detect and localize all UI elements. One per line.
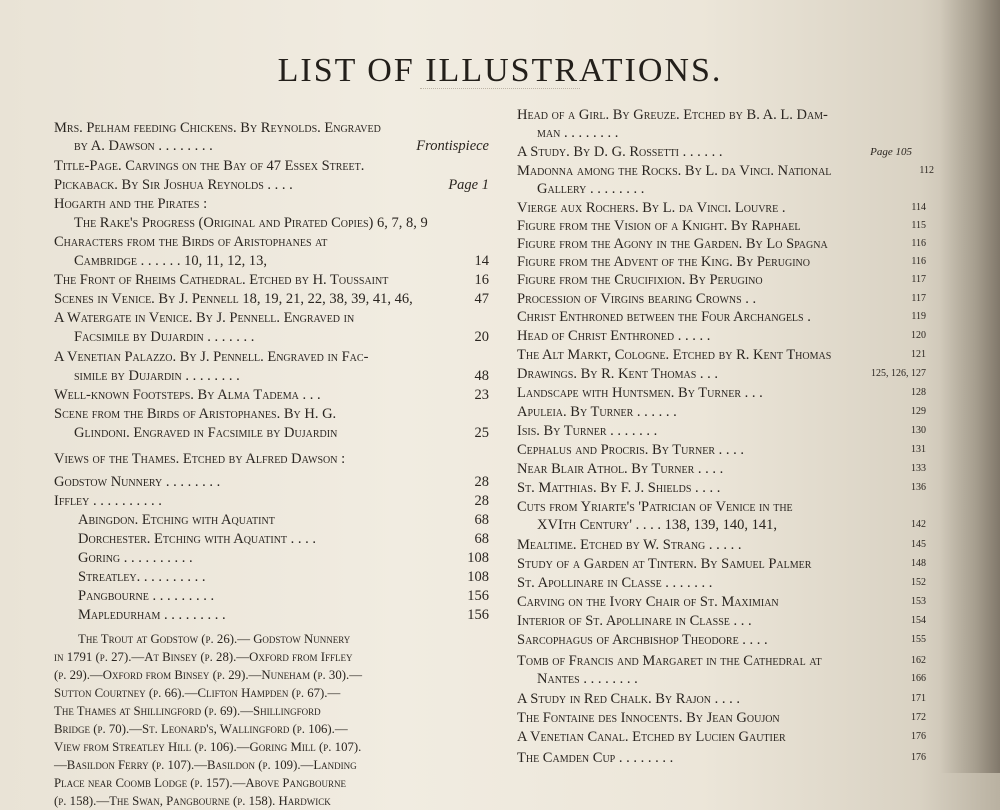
- list-entry: [54, 511, 489, 529]
- list-entry: [54, 290, 489, 308]
- list-entry: [517, 728, 926, 746]
- list-entry: [54, 492, 489, 510]
- entry-page: 25: [474, 425, 489, 441]
- list-entry: [54, 137, 489, 155]
- list-entry: [517, 516, 926, 534]
- note-line: View from Streatley Hill (p. 106).—Goring Mill (p. 107).: [54, 740, 362, 754]
- list-entry: [54, 587, 489, 605]
- entry-page: 176: [911, 731, 926, 742]
- entry-page: 148: [911, 558, 926, 569]
- entry-text: Goring . . . . . . . . . .: [78, 550, 193, 566]
- list-entry: [54, 549, 489, 567]
- entry-text: Scenes in Venice. By J. Pennell 18, 19, 21, 22, 38, 39, 41, 46,: [54, 291, 413, 307]
- entry-page: 129: [911, 406, 926, 417]
- list-entry: [517, 346, 926, 364]
- entry-page: 68: [474, 531, 489, 547]
- entry-page: 116: [911, 238, 926, 249]
- entry-text: Scene from the Birds of Aristophanes. By H. G.: [54, 406, 337, 422]
- entry-text: Figure from the Agony in the Garden. By Lo Spagna: [517, 236, 828, 252]
- entry-text: Godstow Nunnery . . . . . . . .: [54, 474, 221, 490]
- note-line: (p. 29).—Oxford from Binsey (p. 29).—Nuneham (p. 30).—: [54, 668, 362, 682]
- list-entry: [517, 199, 926, 217]
- list-entry: [54, 386, 489, 404]
- entry-page: 154: [911, 615, 926, 626]
- entry-text: Pickaback. By Sir Joshua Reynolds . . . .: [54, 177, 293, 193]
- note-line: (p. 158).—The Swan, Pangbourne (p. 158). Hardwick: [54, 794, 331, 808]
- entry-page: 47: [474, 291, 489, 307]
- list-entry: [54, 450, 489, 468]
- list-entry: [517, 441, 926, 459]
- entry-text: Head of a Girl. By Greuze. Etched by B. A. L. Dam-: [517, 107, 828, 123]
- entry-page: 115: [911, 220, 926, 231]
- entry-text: Iffley . . . . . . . . . .: [54, 493, 162, 509]
- entry-page: 23: [474, 387, 489, 403]
- list-entry: [54, 568, 489, 586]
- list-entry: [517, 709, 926, 727]
- list-entry: [54, 530, 489, 548]
- list-entry: [517, 124, 912, 142]
- entry-page: 162: [911, 655, 926, 666]
- entry-text: Carving on the Ivory Chair of St. Maximian: [517, 594, 779, 610]
- list-entry: [517, 290, 926, 308]
- list-entry: [517, 308, 926, 326]
- entry-text: Cephalus and Procris. By Turner . . . .: [517, 442, 745, 458]
- entry-text: The Camden Cup . . . . . . . .: [517, 750, 674, 766]
- list-entry: [517, 143, 912, 161]
- entry-text: Drawings. By R. Kent Thomas . . .: [517, 366, 719, 382]
- list-entry: [517, 574, 926, 592]
- entry-text: Figure from the Advent of the King. By Perugino: [517, 254, 810, 270]
- entry-text: Mealtime. Etched by W. Strang . . . . .: [517, 537, 742, 553]
- entry-page: 172: [911, 712, 926, 723]
- entry-page: 20: [474, 329, 489, 345]
- entry-text: by A. Dawson . . . . . . . .: [74, 138, 213, 154]
- entry-text: Madonna among the Rocks. By L. da Vinci. National: [517, 163, 832, 179]
- note-line: The Thames at Shillingford (p. 69).—Shillingford: [54, 704, 321, 718]
- entry-text: The Fontaine des Innocents. By Jean Goujon: [517, 710, 780, 726]
- entry-page: 108: [467, 569, 489, 585]
- list-entry: [54, 157, 489, 175]
- entry-text: Gallery . . . . . . . .: [537, 181, 645, 197]
- list-entry: [54, 233, 489, 251]
- entry-text: Nantes . . . . . . . .: [537, 671, 638, 687]
- entry-text: Title-Page. Carvings on the Bay of 47 Essex Street.: [54, 158, 365, 174]
- entry-page: 16: [474, 272, 489, 288]
- entry-text: simile by Dujardin . . . . . . . .: [74, 368, 240, 384]
- note-line: Sutton Courtney (p. 66).—Clifton Hampden (p. 67).—: [54, 686, 341, 700]
- entry-text: Views of the Thames. Etched by Alfred Dawson :: [54, 451, 346, 467]
- list-entry: [54, 195, 489, 213]
- list-entry: [54, 119, 489, 137]
- entry-text: XVIth Century' . . . . 138, 139, 140, 141,: [537, 517, 778, 533]
- entry-text: Figure from the Vision of a Knight. By Raphael: [517, 218, 801, 234]
- list-entry: [517, 498, 912, 516]
- entry-text: Isis. By Turner . . . . . . .: [517, 423, 658, 439]
- entry-text: Sarcophagus of Archbishop Theodore . . . .: [517, 632, 768, 648]
- entry-text: A Venetian Canal. Etched by Lucien Gautier: [517, 729, 786, 745]
- entry-page: 108: [467, 550, 489, 566]
- list-entry: [54, 252, 489, 270]
- list-entry: [517, 536, 926, 554]
- entry-page: 117: [911, 293, 926, 304]
- entry-page: 28: [474, 474, 489, 490]
- list-entry: [517, 631, 926, 649]
- list-entry: [517, 460, 926, 478]
- entry-page: 136: [911, 482, 926, 493]
- entry-page: 145: [911, 539, 926, 550]
- entry-page: 153: [911, 596, 926, 607]
- entry-text: A Study in Red Chalk. By Rajon . . . .: [517, 691, 741, 707]
- entry-page: Frontispiece: [416, 138, 489, 154]
- list-entry: [54, 405, 489, 423]
- note-line: The Trout at Godstow (p. 26).— Godstow Nunnery: [78, 632, 351, 646]
- entry-text: Procession of Virgins bearing Crowns . .: [517, 291, 757, 307]
- list-entry: [517, 690, 926, 708]
- list-entry: [54, 176, 489, 194]
- list-entry: [517, 180, 912, 198]
- entry-page: 125, 126, 127: [871, 368, 926, 379]
- entry-text: Cuts from Yriarte's 'Patrician of Venice in the: [517, 499, 793, 515]
- entry-text: Tomb of Francis and Margaret in the Cathedral at: [517, 653, 822, 669]
- list-entry: [517, 749, 926, 767]
- entry-text: Characters from the Birds of Aristophanes at: [54, 234, 328, 250]
- list-entry: [54, 367, 489, 385]
- entry-page: 155: [911, 634, 926, 645]
- entry-text: Landscape with Huntsmen. By Turner . . .: [517, 385, 763, 401]
- entry-text: Apuleia. By Turner . . . . . .: [517, 404, 677, 420]
- list-entry: [517, 612, 926, 630]
- list-entry: [54, 271, 489, 289]
- list-entry: [517, 253, 926, 271]
- entry-text: Abingdon. Etching with Aquatint: [78, 512, 275, 528]
- entry-text: A Study. By D. G. Rossetti . . . . . .: [517, 144, 723, 160]
- entry-page: 131: [911, 444, 926, 455]
- list-entry: [517, 422, 926, 440]
- entry-text: Christ Enthroned between the Four Archangels .: [517, 309, 811, 325]
- entry-text: The Rake's Progress (Original and Pirated Copies) 6, 7, 8, 9: [74, 215, 428, 231]
- entry-text: Mapledurham . . . . . . . . .: [78, 607, 226, 623]
- entry-page: 114: [911, 202, 926, 213]
- note-line: Bridge (p. 70).—St. Leonard's, Wallingford (p. 106).—: [54, 722, 348, 736]
- entry-text: A Venetian Palazzo. By J. Pennell. Engraved in Fac-: [54, 349, 369, 365]
- list-entry: [517, 479, 926, 497]
- entry-page: 156: [467, 607, 489, 623]
- entry-page: 130: [911, 425, 926, 436]
- entry-page: 152: [911, 577, 926, 588]
- list-entry: [517, 327, 926, 345]
- entry-page: 133: [911, 463, 926, 474]
- list-entry: [517, 384, 926, 402]
- entry-text: Mrs. Pelham feeding Chickens. By Reynolds. Engraved: [54, 120, 381, 136]
- entry-page: 128: [911, 387, 926, 398]
- entry-text: Glindoni. Engraved in Facsimile by Dujardin: [74, 425, 338, 441]
- list-entry: [54, 424, 489, 442]
- entry-page: 68: [474, 512, 489, 528]
- entry-page: 116: [911, 256, 926, 267]
- entry-page: 117: [911, 274, 926, 285]
- list-entry: [517, 106, 912, 124]
- list-entry: [54, 214, 489, 232]
- entry-text: Facsimile by Dujardin . . . . . . .: [74, 329, 255, 345]
- entry-page: 171: [911, 693, 926, 704]
- entry-text: St. Apollinare in Classe . . . . . . .: [517, 575, 713, 591]
- list-entry: [517, 217, 926, 235]
- note-line: —Basildon Ferry (p. 107).—Basildon (p. 109).—Landing: [54, 758, 357, 772]
- note-line: in 1791 (p. 27).—At Binsey (p. 28).—Oxford from Iffley: [54, 650, 353, 664]
- entry-page: 112: [919, 165, 934, 176]
- title-ornament: [420, 88, 580, 95]
- entry-page: 120: [911, 330, 926, 341]
- list-entry: [54, 606, 489, 624]
- list-entry: [54, 473, 489, 491]
- entry-page: Page 1: [448, 177, 489, 193]
- entry-text: man . . . . . . . .: [537, 125, 619, 141]
- list-entry: [54, 348, 489, 366]
- entry-text: Figure from the Crucifixion. By Perugino: [517, 272, 763, 288]
- list-entry: [517, 403, 926, 421]
- entry-text: Vierge aux Rochers. By L. da Vinci. Louvre .: [517, 200, 786, 216]
- page-title: LIST OF ILLUSTRATIONS.: [277, 52, 723, 89]
- entry-page: Page 105: [870, 146, 912, 158]
- entry-text: Study of a Garden at Tintern. By Samuel Palmer: [517, 556, 812, 572]
- entry-page: 14: [474, 253, 489, 269]
- entry-page: 166: [911, 673, 926, 684]
- list-entry: [54, 309, 489, 327]
- entry-text: Hogarth and the Pirates :: [54, 196, 208, 212]
- book-spine-shadow: [940, 0, 1000, 773]
- list-entry: [517, 670, 926, 688]
- entry-page: 156: [467, 588, 489, 604]
- list-entry: [517, 235, 926, 253]
- entry-text: Dorchester. Etching with Aquatint . . . .: [78, 531, 317, 547]
- entry-text: Well-known Footsteps. By Alma Tadema . . .: [54, 387, 321, 403]
- note-line: Place near Coomb Lodge (p. 157).—Above Pangbourne: [54, 776, 346, 790]
- entry-text: The Alt Markt, Cologne. Etched by R. Kent Thomas: [517, 347, 832, 363]
- entry-page: 142: [911, 519, 926, 530]
- entry-page: 28: [474, 493, 489, 509]
- entry-page: 176: [911, 752, 926, 763]
- entry-text: Cambridge . . . . . . 10, 11, 12, 13,: [74, 253, 267, 269]
- entry-text: A Watergate in Venice. By J. Pennell. Engraved in: [54, 310, 355, 326]
- list-entry: [517, 555, 926, 573]
- entry-text: Interior of St. Apollinare in Classe . . .: [517, 613, 752, 629]
- list-entry: [517, 365, 926, 383]
- entry-page: 48: [474, 368, 489, 384]
- entry-page: 119: [911, 311, 926, 322]
- entry-text: St. Matthias. By F. J. Shields . . . .: [517, 480, 721, 496]
- list-entry: [517, 271, 926, 289]
- entry-text: Near Blair Athol. By Turner . . . .: [517, 461, 724, 477]
- entry-text: Head of Christ Enthroned . . . . .: [517, 328, 711, 344]
- list-entry: [517, 162, 934, 180]
- list-entry: [54, 328, 489, 346]
- list-entry: [517, 652, 926, 670]
- entry-page: 121: [911, 349, 926, 360]
- entry-text: Pangbourne . . . . . . . . .: [78, 588, 215, 604]
- list-entry: [517, 593, 926, 611]
- entry-text: The Front of Rheims Cathedral. Etched by H. Toussaint: [54, 272, 389, 288]
- entry-text: Streatley. . . . . . . . . .: [78, 569, 206, 585]
